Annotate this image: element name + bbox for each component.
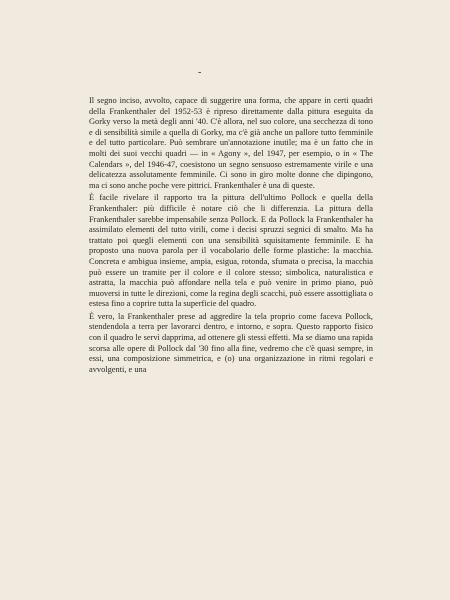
body-text: [89, 96, 373, 375]
paragraph-1: Il segno inciso, avvolto, capace di suggerire una forma, che appare in certi quadri della Frankenthaler del 1952-53 è ripreso direttamente dalla pittura eseguita da Gorky verso la metà degli anni '40. C'è allora, nel suo colore, una secchezza di tono e di sensibilità simile a quella di Gorky, ma c'è già anche un pallore tutto femminile e del tutto particolare. Può sembrare un'annotazione inutile; ma è un fatto che in molti dei suoi vecchi quadri — in « Agony », del 1947, per esempio, o in « The Calendars », del 1946-47, coesistono un segno sensuoso estremamente virile e una delicatezza assolutamente femminile. Ci sono in giro molte donne che dipingono, ma ci sono anche poche vere pittrici. Frankenthaler è una di queste.: [89, 96, 373, 190]
paragraph-3: È vero, la Frankenthaler prese ad aggredire la tela proprio come faceva Pollock, stendendola a terra per lavorarci dentro, e intorno, e sopra. Questo rapporto fisico con il quadro le servì dapprima, ad ottenere gli stessi effetti. Ma se diamo una rapida scorsa alle opere di Pollock dal '30 fino alla fine, vedremo che c'è quasi sempre, in essi, una composizione simmetrica, e (o) una organizzazione in ritmi regolari e avvolgenti, e una: [89, 311, 373, 374]
page-mark: -: [198, 67, 202, 78]
paragraph-2: È facile rivelare il rapporto tra la pittura dell'ultimo Pollock e quella della Frankenthaler: più difficile è notare ciò che li differenzia. La pittura della Frankenthaler sarebbe impensabile senza Pollock. E da Pollock la Frankenthaler ha assimilato elementi del tutto virili, come i decisi spruzzi segnici di smalto. Ma ha trattato poi quegli elementi con una sensibilità squisitamente femminile. E ha proposto una nuova parola per il vocabolario delle forme plastiche: la macchia. Concreta e ambigua insieme, ampia, esigua, rotonda, sfumata o precisa, la macchia può essere un tramite per il colore e il colore stesso; simbolica, naturalistica e astratta, la macchia può affondare nella tela e può venire in primo piano, può muoversi in tutte le direzioni, come la regina degli scacchi, può essere assottigliata o estesa fino a coprire tutta la superficie del quadro.: [89, 193, 373, 309]
